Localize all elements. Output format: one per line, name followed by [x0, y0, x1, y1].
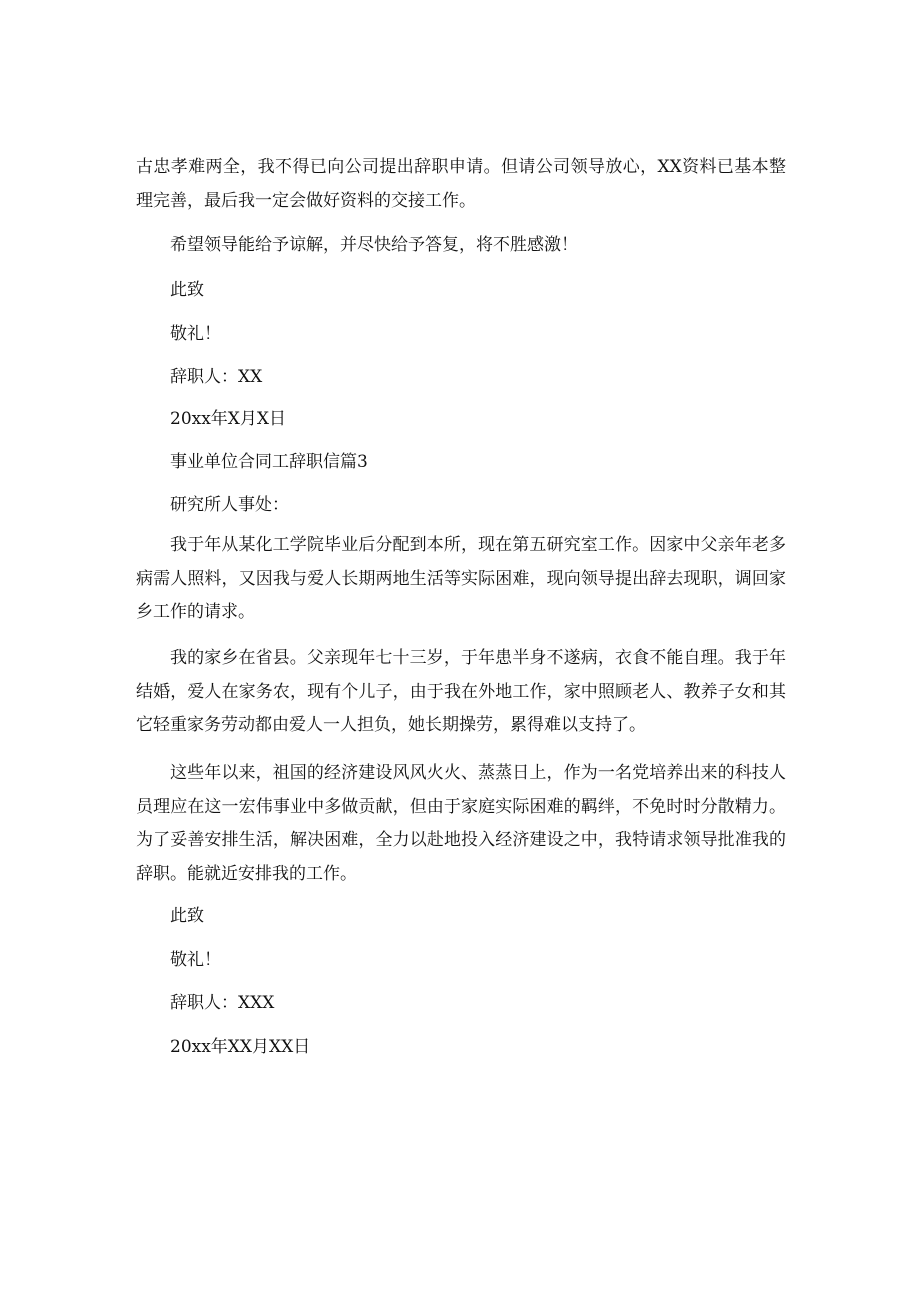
date-line: 20xx年X月X日 — [170, 409, 287, 429]
paragraph-continuation: 古忠孝难两全，我不得已向公司提出辞职申请。但请公司领导放心，XX资料已基本整理完善，最后我一定会做好资料的交接工作。 — [136, 157, 786, 211]
section-title: 事业单位合同工辞职信篇3 — [170, 452, 368, 472]
closing-regards-2: 敬礼！ — [170, 950, 221, 970]
addressee: 研究所人事处： — [170, 495, 289, 515]
signature-line: 辞职人：XX — [170, 367, 263, 387]
signature-line-2: 辞职人：XXX — [170, 993, 275, 1013]
paragraph-body-1: 我于年从某化工学院毕业后分配到本所，现在第五研究室工作。因家中父亲年老多病需人照料，又因我与爱人长期两地生活等实际困难，现向领导提出辞去现职，调回家乡工作的请求。 — [136, 535, 786, 622]
closing-salutation: 此致 — [170, 280, 204, 300]
paragraph-request: 希望领导能给予谅解，并尽快给予答复，将不胜感激！ — [170, 235, 578, 255]
date-line-2: 20xx年XX月XX日 — [170, 1037, 311, 1057]
closing-regards: 敬礼！ — [170, 324, 221, 344]
paragraph-body-3: 这些年以来，祖国的经济建设风风火火、蒸蒸日上，作为一名党培养出来的科技人员理应在这一宏伟事业中多做贡献，但由于家庭实际困难的羁绊，不免时时分散精力。为了妥善安排生活，解决困难，全力以赴地投入经济建设之中，我特请求领导批准我的辞职。能就近安排我的工作。 — [136, 763, 786, 884]
paragraph-body-2: 我的家乡在省县。父亲现年七十三岁，于年患半身不遂病，衣食不能自理。我于年结婚，爱人在家务农，现有个儿子，由于我在外地工作，家中照顾老人、教养子女和其它轻重家务劳动都由爱人一人担负，她长期操劳，累得难以支持了。 — [136, 648, 786, 735]
closing-salutation-2: 此致 — [170, 906, 204, 926]
